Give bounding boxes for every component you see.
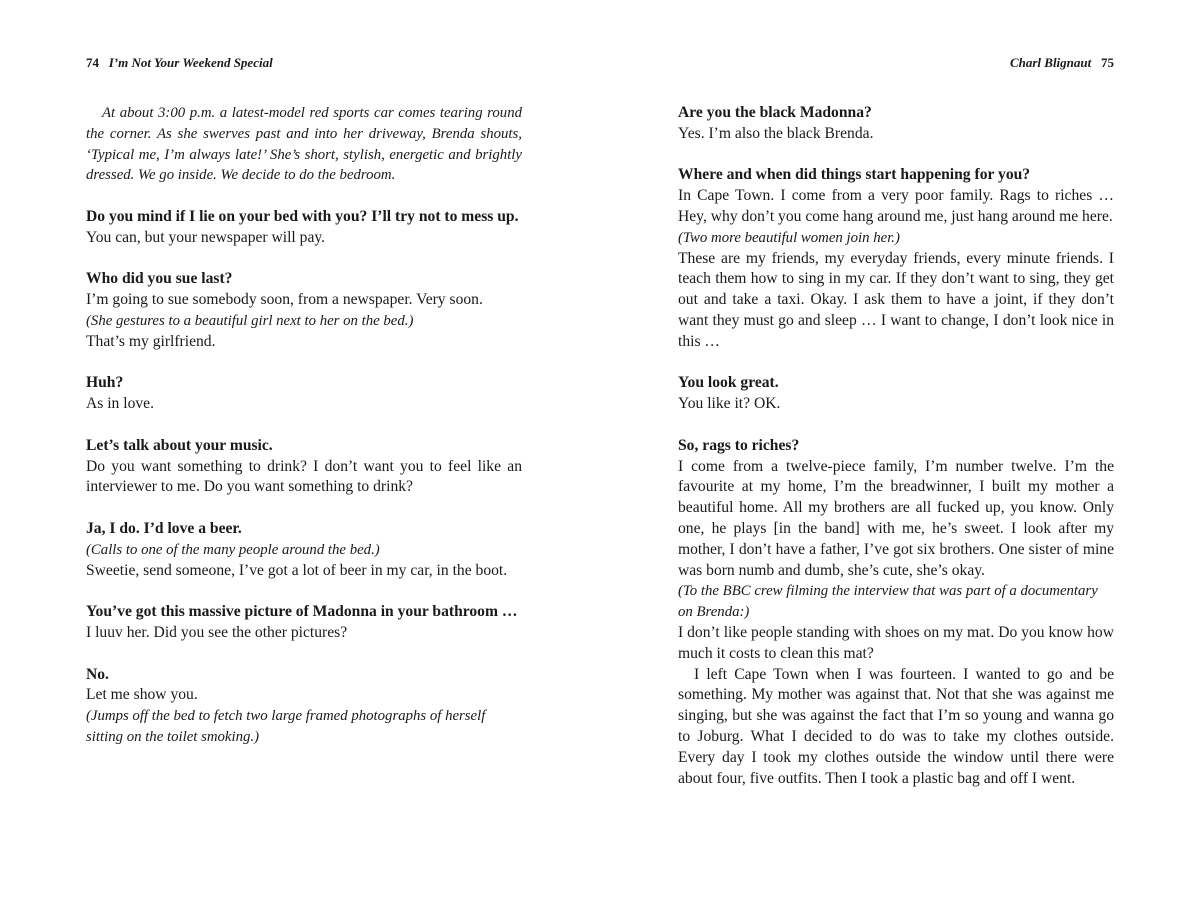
stage-direction: (She gestures to a beautiful girl next to her on the bed.) xyxy=(86,312,414,329)
left-running-head xyxy=(86,55,522,71)
left-running-title: I’m Not Your Weekend Special xyxy=(108,55,273,70)
stage-direction: (Two more beautiful women join her.) xyxy=(678,229,900,246)
interview-question: You look great. xyxy=(678,374,779,392)
interview-answer: You can, but your newspaper will pay. xyxy=(86,228,326,246)
interview-question: Do you mind if I lie on your bed with you? I’ll try not to mess up. xyxy=(86,207,519,225)
interview-answer: These are my friends, my everyday friends, every minute friends. I teach them how to sing in my car. If they don’t want to sing, they get out and take a taxi. Okay. I ask them to have a joint, if they don’t want they must go and sleep … I want to change, I don’t look nice in this … xyxy=(678,249,1114,350)
interview-answer: I luuv her. Did you see the other pictures? xyxy=(86,623,348,641)
interview-answer: Let me show you. xyxy=(86,686,198,704)
interview-answer: In Cape Town. I come from a very poor family. Rags to riches … Hey, why don’t you come hang around me, just hang around me here. xyxy=(678,187,1114,225)
interview-answer: I don’t like people standing with shoes on my mat. Do you know how much it costs to clean this mat? xyxy=(678,623,1114,662)
interview-question: Where and when did things start happening for you? xyxy=(678,166,1031,184)
interview-answer: Yes. I’m also the black Brenda. xyxy=(678,124,874,142)
interview-question: Let’s talk about your music. xyxy=(86,436,273,454)
interview-question: Who did you sue last? xyxy=(86,270,233,288)
interview-answer: I left Cape Town when I was fourteen. I wanted to go and be something. My mother was against that. Not that she was against me singing, but she was against the fact that I’m so young and wanna go to Joburg. What I decided to do was to take my clothes outside. Every day I took my clothes outside the window until there were about four, five outfits. Then I took a plastic bag and off I went. xyxy=(678,665,1114,787)
left-body-text xyxy=(86,103,522,748)
interview-question: Are you the black Madonna? xyxy=(678,104,872,121)
interview-question: So, rags to riches? xyxy=(678,436,800,454)
intro-paragraph: At about 3:00 p.m. a latest-model red sports car comes tearing round the corner. As she swerves past and into her driveway, Brenda shouts, ‘Typical me, I’m always late!’ She’s short, stylish, energetic and brightly dressed. We go inside. We decide to do the bedroom. xyxy=(86,105,522,184)
stage-direction: (To the BBC crew filming the interview that was part of a documentary on Brenda:) xyxy=(678,583,1098,621)
interview-question: Huh? xyxy=(86,374,124,392)
interview-answer: As in love. xyxy=(86,395,155,413)
interview-answer: I come from a twelve-piece family, I’m number twelve. I’m the favourite at my home, I’m the breadwinner, I built my mother a beautiful home. All my brothers are all fucked up, you know. Only one, he plays [in the band] with me, he’s sweet. I look after my mother, I don’t have a father, I’ve got six brothers. One sister of mine was born numb and dumb, she’s cute, she’s okay. xyxy=(678,457,1114,579)
interview-answer: Sweetie, send someone, I’ve got a lot of beer in my car, in the boot. xyxy=(86,561,508,579)
left-page-number: 74 xyxy=(86,55,99,70)
interview-question: No. xyxy=(86,665,109,683)
right-body-text xyxy=(678,103,1114,789)
right-running-head xyxy=(678,55,1114,71)
interview-answer: Do you want something to drink? I don’t want you to feel like an interviewer to me. Do you want something to drink? xyxy=(86,457,522,496)
interview-answer: You like it? OK. xyxy=(678,395,781,413)
stage-direction: (Calls to one of the many people around the bed.) xyxy=(86,541,380,558)
right-running-title: Charl Blignaut xyxy=(1009,55,1092,70)
right-page-number: 75 xyxy=(1101,55,1114,70)
interview-question: Ja, I do. I’d love a beer. xyxy=(86,519,242,537)
interview-answer: I’m going to sue somebody soon, from a newspaper. Very soon. xyxy=(86,291,483,309)
interview-answer: That’s my girlfriend. xyxy=(86,332,216,350)
stage-direction: (Jumps off the bed to fetch two large framed photographs of herself sitting on the toilet smoking.) xyxy=(86,708,486,745)
interview-question: You’ve got this massive picture of Madonna in your bathroom … xyxy=(86,603,518,621)
